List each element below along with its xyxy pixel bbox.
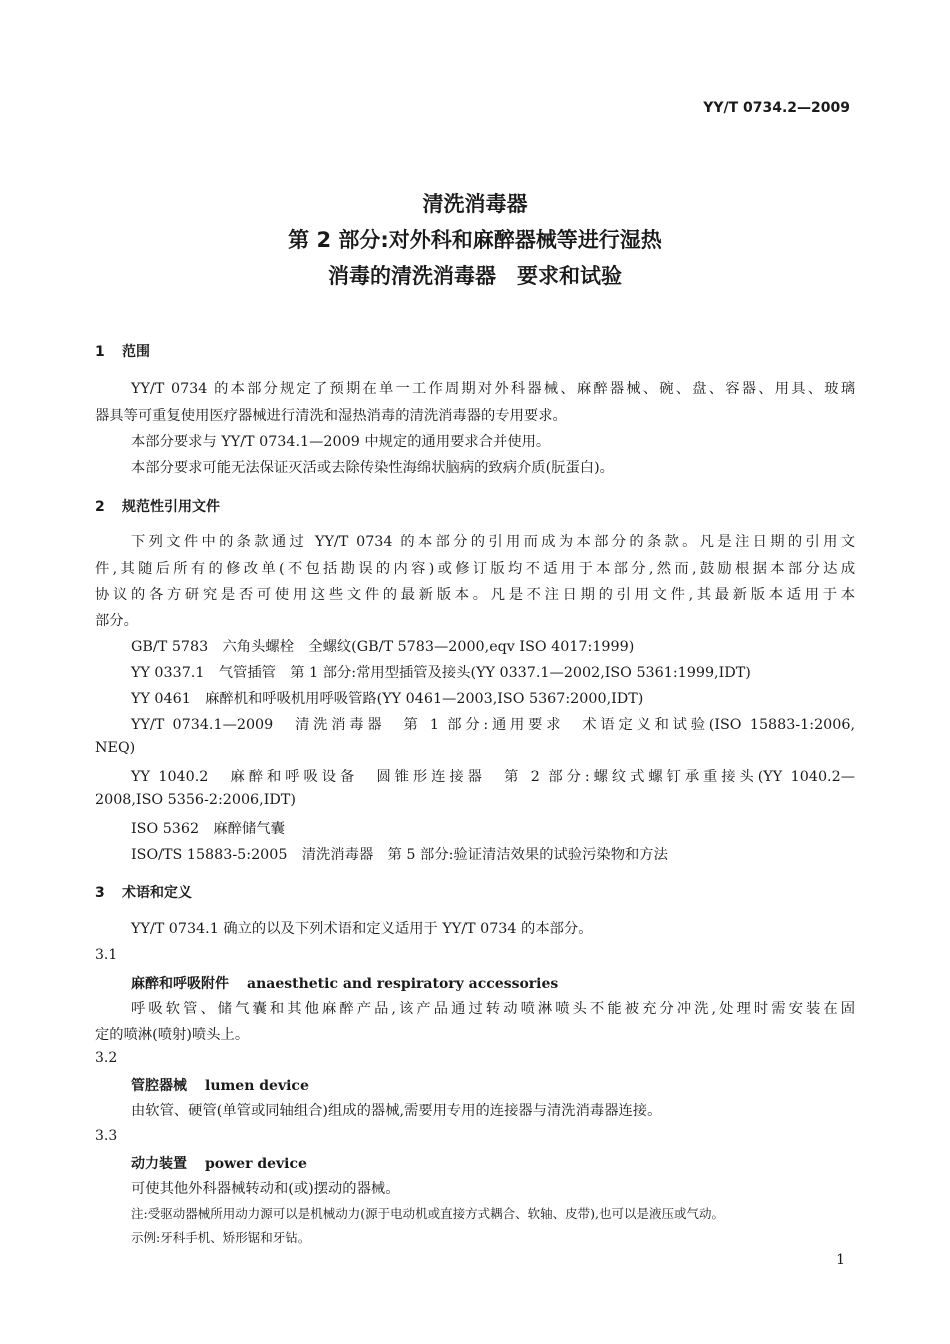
terms-intro: YY/T 0734.1 确立的以及下列术语和定义适用于 YY/T 0734 的本部分。 [131,921,593,937]
scope-para-3: 本部分要求可能无法保证灭活或去除传染性海绵状脑病的致病介质(朊蛋白)。 [131,460,614,476]
term-3-1-definition-line-1: 呼吸软管、储气囊和其他麻醉产品,该产品通过转动喷淋喷头不能被充分冲洗,处理时需安装在固 [131,1001,855,1017]
term-3-3-example: 示例:牙科手机、矫形锯和牙钻。 [131,1230,311,1245]
scope-para-1-line-1: YY/T 0734 的本部分规定了预期在单一工作周期对外科器械、麻醉器械、碗、盘、容器、用具、玻璃 [131,381,855,397]
section-1-title: 范围 [122,344,150,360]
section-2-title: 规范性引用文件 [122,499,220,515]
term-3-2-number: 3.2 [95,1050,118,1066]
term-3-3-heading [131,1153,307,1173]
reference-item: ISO/TS 15883-5:2005 清洗消毒器 第 5 部分:验证清洁效果的试验污染物和方法 [131,847,668,863]
section-2-number: 2 [95,499,105,515]
section-1-number: 1 [95,344,105,360]
term-3-1-heading [131,973,558,993]
refs-para-line-1: 下列文件中的条款通过 YY/T 0734 的本部分的引用而成为本部分的条款。凡是注日期的引用文 [131,534,855,550]
refs-para-line-4: 部分。 [95,613,138,629]
section-3-heading [95,882,192,902]
term-3-1-en: anaesthetic and respiratory accessories [247,976,559,992]
reference-item-continuation: 2008,ISO 5356-2:2006,IDT) [95,792,296,808]
reference-item-continuation: NEQ) [95,740,136,756]
page-number: 1 [836,1252,845,1268]
term-3-2-heading [131,1075,309,1095]
title-line-3: 消毒的清洗消毒器 要求和试验 [328,264,622,288]
reference-item: GB/T 5783 六角头螺栓 全螺纹(GB/T 5783—2000,eqv ISO 4017:1999) [131,639,635,655]
title-line-2: 第 2 部分:对外科和麻醉器械等进行湿热 [288,228,662,252]
term-3-3-number: 3.3 [95,1128,118,1144]
reference-item: YY 1040.2 麻醉和呼吸设备 圆锥形连接器 第 2 部分:螺纹式螺钉承重接头(YY 1040.2— [131,769,855,785]
term-3-3-definition: 可使其他外科器械转动和(或)摆动的器械。 [131,1181,400,1197]
reference-item: ISO 5362 麻醉储气囊 [131,821,285,837]
section-3-number: 3 [95,885,105,901]
title-line-1: 清洗消毒器 [422,192,528,216]
term-3-2-definition: 由软管、硬管(单管或同轴组合)组成的器械,需要用专用的连接器与清洗消毒器连接。 [131,1103,662,1119]
refs-para-line-3: 协议的各方研究是否可使用这些文件的最新版本。凡是不注日期的引用文件,其最新版本适用于本 [95,587,855,603]
standard-code: YY/T 0734.2—2009 [703,100,850,116]
term-3-2-zh: 管腔器械 [131,1078,187,1094]
reference-item: YY 0337.1 气管插管 第 1 部分:常用型插管及接头(YY 0337.1—2002,ISO 5361:1999,IDT) [131,665,751,681]
reference-item: YY/T 0734.1—2009 清洗消毒器 第 1 部分:通用要求 术语定义和试验(ISO 15883-1:2006, [131,717,855,733]
refs-para-line-2: 件,其随后所有的修改单(不包括勘误的内容)或修订版均不适用于本部分,然而,鼓励根据本部分达成 [95,561,855,577]
scope-para-2: 本部分要求与 YY/T 0734.1—2009 中规定的通用要求合并使用。 [131,434,551,450]
section-3-title: 术语和定义 [122,885,192,901]
term-3-1-definition-line-2: 定的喷淋(喷射)喷头上。 [95,1027,250,1043]
reference-item: YY 0461 麻醉机和呼吸机用呼吸管路(YY 0461—2003,ISO 5367:2000,IDT) [131,691,644,707]
section-1-heading [95,341,150,361]
term-3-3-zh: 动力装置 [131,1156,187,1172]
scope-para-1-line-2: 器具等可重复使用医疗器械进行清洗和湿热消毒的清洗消毒器的专用要求。 [95,408,567,424]
term-3-1-zh: 麻醉和呼吸附件 [131,976,229,992]
term-3-3-note: 注:受驱动器械所用动力源可以是机械动力(源于电动机或直接方式耦合、软轴、皮带),也可以是液压或气动。 [131,1206,724,1221]
term-3-3-en: power device [205,1156,307,1172]
section-2-heading [95,496,220,516]
term-3-1-number: 3.1 [95,947,118,963]
term-3-2-en: lumen device [205,1078,309,1094]
